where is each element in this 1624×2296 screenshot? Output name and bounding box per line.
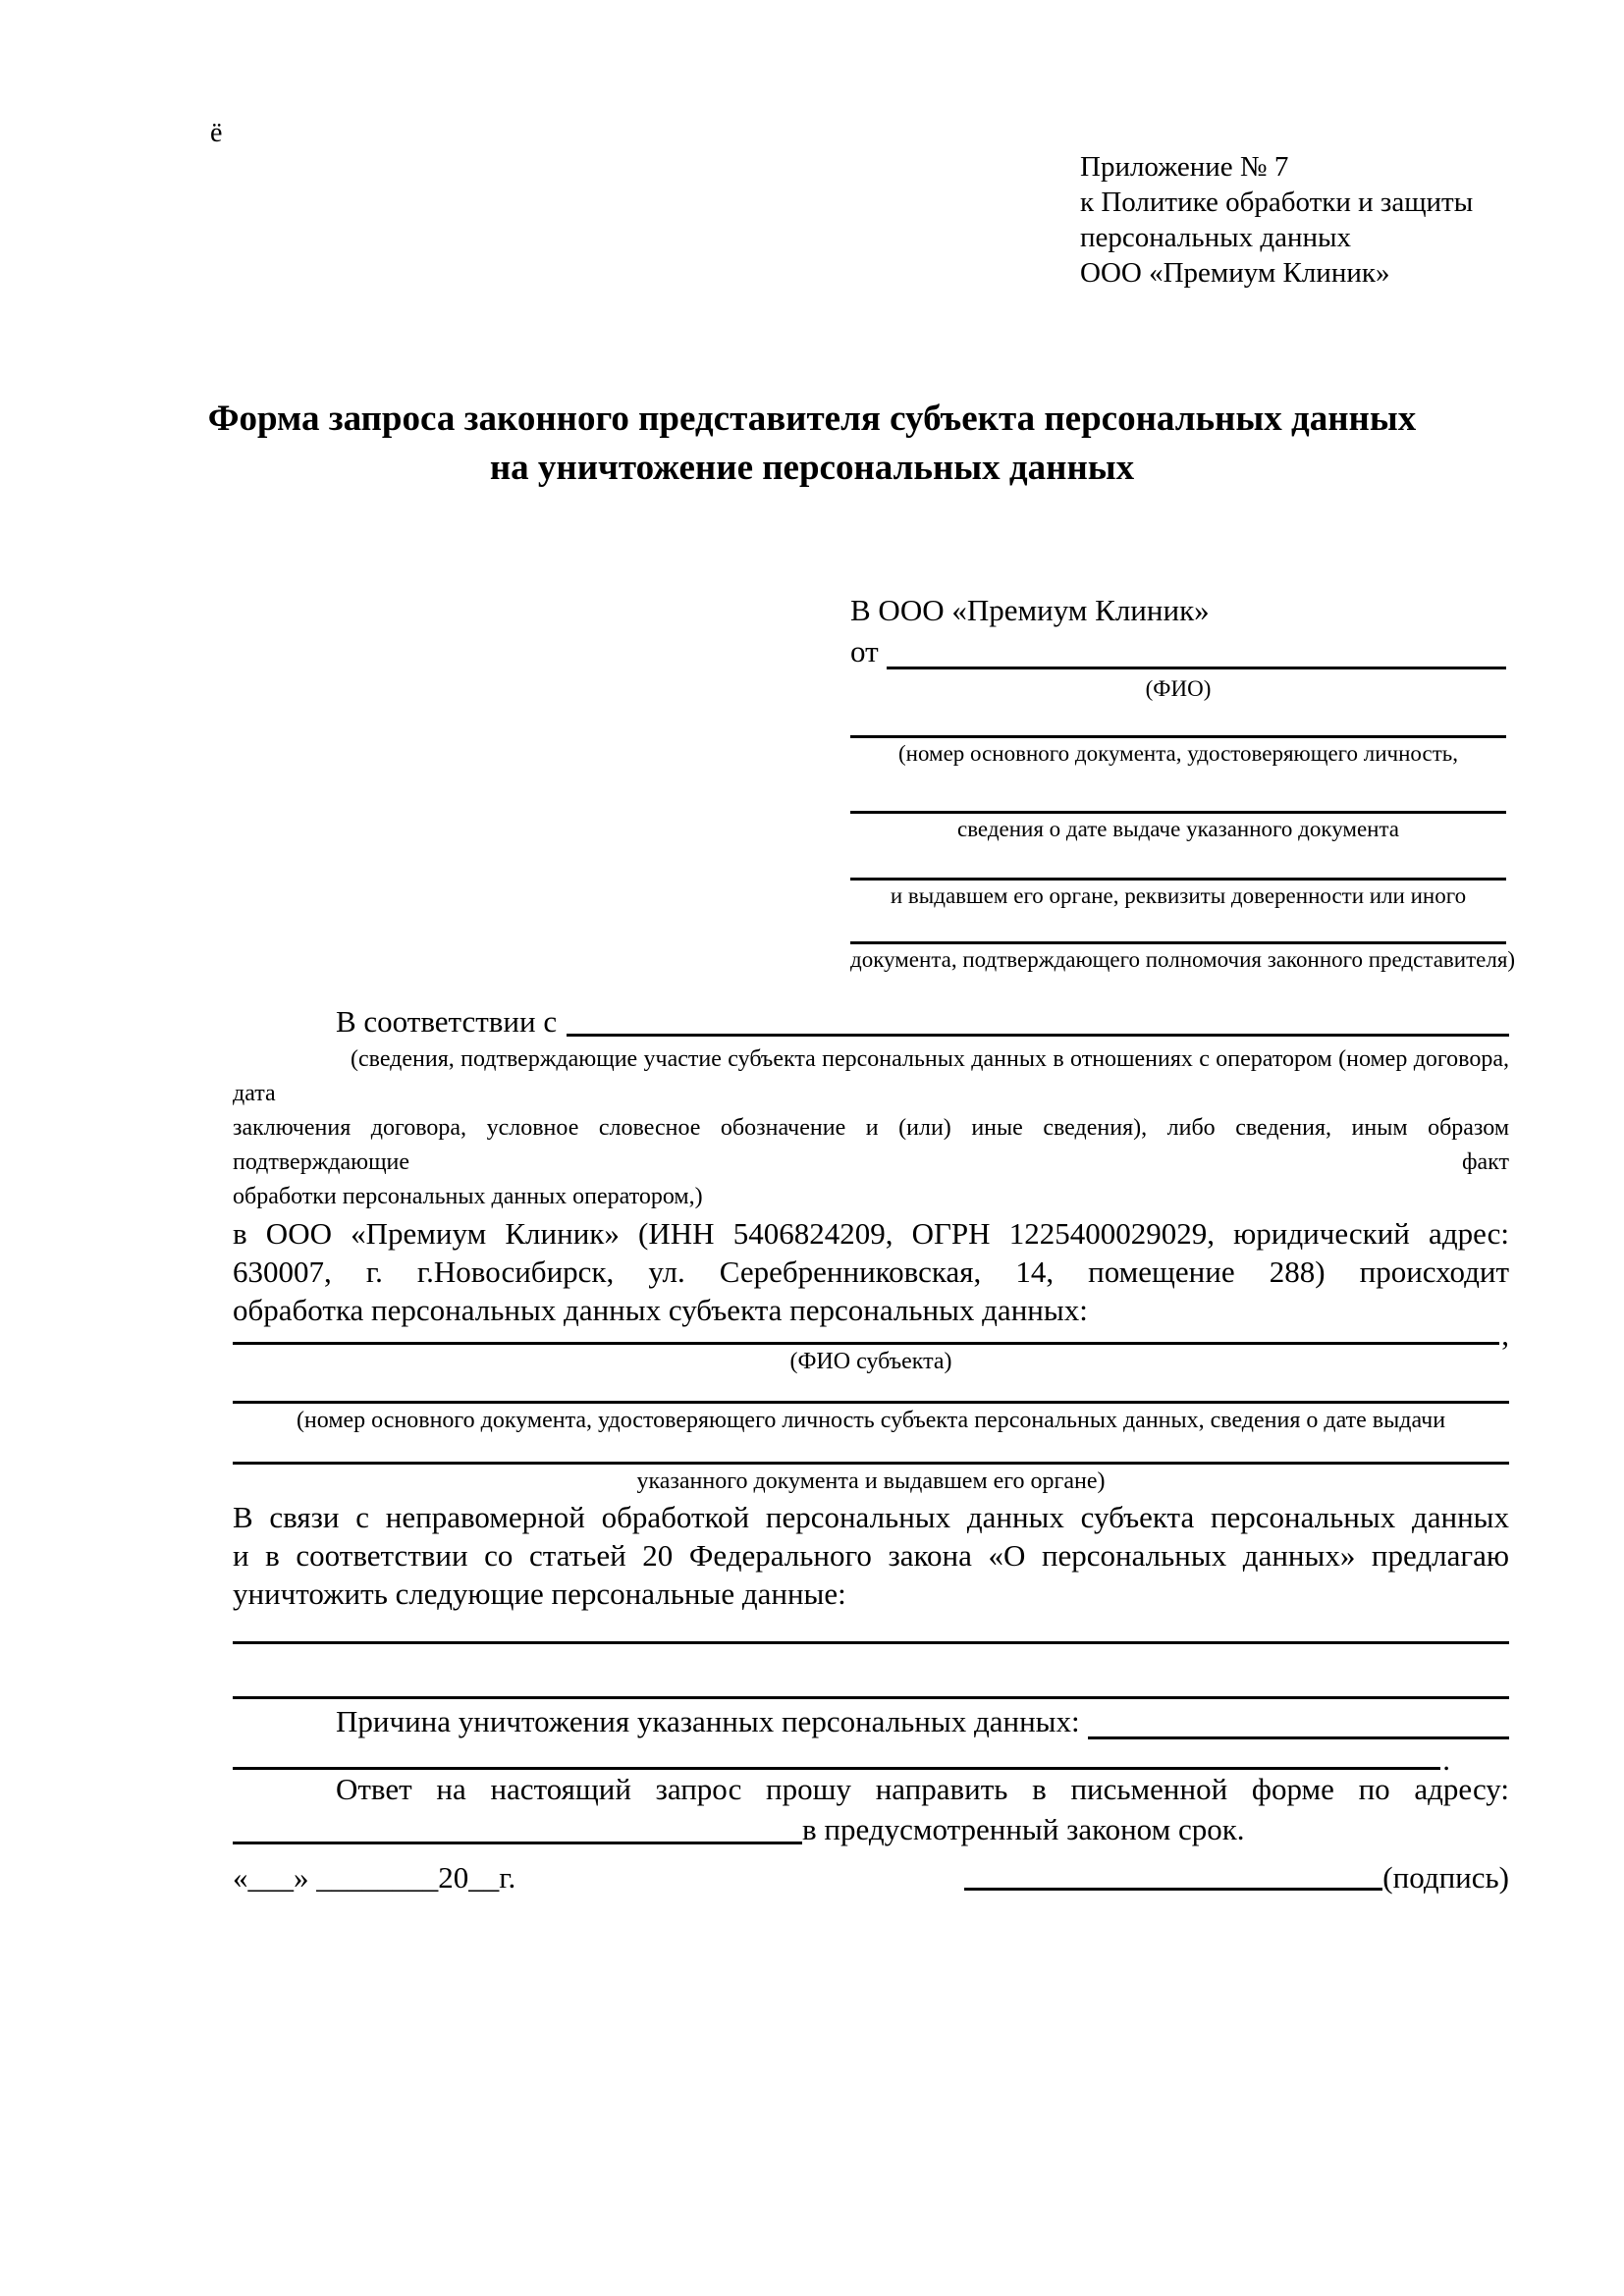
footer-row	[233, 1858, 1509, 1897]
subject-fio-caption: (ФИО субъекта)	[789, 1349, 952, 1374]
unlawful-paragraph-line-2: и в соответствии со статьей 20 Федерального закона «О персональных данных» предлагаю	[233, 1538, 1509, 1573]
answer-tail-text: в предусмотренный законом срок.	[802, 1812, 1245, 1846]
trailing-period: .	[1442, 1742, 1450, 1777]
answer-address-field-line[interactable]	[233, 1809, 802, 1844]
unlawful-paragraph-line-1: В связи с неправомерной обработкой персональных данных субъекта персональных данных	[233, 1500, 1509, 1534]
authority-caption: документа, подтверждающего полномочия законного представителя)	[850, 947, 1516, 972]
reason-field-line-1[interactable]	[1088, 1699, 1509, 1739]
stray-yo-char: ё	[210, 118, 223, 148]
reason-label: Причина уничтожения указанных персональных данных:	[336, 1704, 1080, 1738]
reason-row-2	[233, 1742, 1509, 1777]
appendix-header-line-3: персональных данных	[1080, 222, 1352, 253]
issue-date-caption: сведения о дате выдаче указанного документа	[956, 817, 1400, 841]
subject-doc-caption-2: указанного документа и выдавшем его органе)	[636, 1468, 1106, 1494]
trailing-comma: ,	[1501, 1317, 1509, 1352]
according-to-label: В соответствии с	[336, 1004, 558, 1039]
reason-row	[233, 1699, 1509, 1744]
form-title-line-1: Форма запроса законного представителя субъекта персональных данных	[207, 399, 1417, 439]
subject-doc-row-1	[233, 1378, 1509, 1404]
appendix-header-line-2: к Политике обработки и защиты	[1080, 187, 1474, 218]
date-blank-line[interactable]: «___» ________20__г.	[233, 1860, 516, 1895]
authority-field-line[interactable]	[850, 912, 1506, 944]
main-text	[233, 1001, 1509, 1850]
appendix-header-line-4: ООО «Премиум Клиник»	[1080, 257, 1390, 289]
data-to-destroy-field-line-1[interactable]	[233, 1613, 1509, 1644]
issuer-caption: и выдавшем его органе, реквизиты доверенности или иного	[890, 883, 1467, 908]
answer-paragraph-line-1: Ответ на настоящий запрос прошу направить в письменной форме по адресу:	[336, 1772, 1509, 1806]
according-to-field-line[interactable]	[567, 1001, 1509, 1037]
addressee-block	[850, 591, 1516, 976]
issuer-field-line[interactable]	[850, 845, 1506, 881]
relation-caption-line-1: (сведения, подтверждающие участие субъекта персональных данных в отношениях с оператором (номер договора, дата	[233, 1046, 1509, 1106]
relation-caption-line-3: обработки персональных данных оператором,)	[233, 1184, 703, 1209]
subject-doc-row-2	[233, 1437, 1509, 1465]
signature-field-line[interactable]	[964, 1858, 1382, 1891]
unlawful-paragraph-line-3: уничтожить следующие персональные данные:	[233, 1576, 846, 1611]
operator-paragraph-line-1: в ООО «Премиум Клиник» (ИНН 5406824209, ОГРН 1225400029029, юридический адрес:	[233, 1216, 1509, 1251]
operator-paragraph-line-3: обработка персональных данных субъекта персональных данных:	[233, 1293, 1088, 1327]
subject-doc-caption-1: (номер основного документа, удостоверяющего личность субъекта персональных данных, сведения о дате выдачи	[296, 1408, 1446, 1433]
signature-caption: (подпись)	[1382, 1860, 1509, 1895]
subject-fio-row	[233, 1317, 1509, 1352]
appendix-header	[1080, 149, 1473, 291]
relation-caption-line-2: заключения договора, условное словесное обозначение и (или) иные сведения), либо сведения, иным образом подтверждающие факт	[233, 1115, 1509, 1175]
doc-number-field-line[interactable]	[850, 705, 1506, 738]
fio-field-line[interactable]	[887, 630, 1506, 669]
fio-caption: (ФИО)	[1145, 676, 1212, 701]
doc-number-caption: (номер основного документа, удостоверяющего личность,	[897, 741, 1458, 766]
from-label: от	[850, 634, 879, 668]
addressee-to: В ООО «Премиум Клиник»	[850, 593, 1210, 627]
form-title-line-2: на уничтожение персональных данных	[489, 448, 1135, 488]
answer-row-2	[233, 1809, 1509, 1850]
operator-paragraph-line-2: 630007, г. г.Новосибирск, ул. Серебренниковская, 14, помещение 288) происходит	[233, 1255, 1509, 1289]
appendix-header-line-1: Приложение № 7	[1080, 151, 1289, 183]
form-title	[174, 395, 1450, 493]
signature-group	[964, 1858, 1509, 1897]
according-to-row	[233, 1001, 1509, 1042]
data-to-destroy-field-line-2[interactable]	[233, 1644, 1509, 1699]
issue-date-field-line[interactable]	[850, 770, 1506, 814]
addressee-from-row	[850, 630, 1506, 673]
